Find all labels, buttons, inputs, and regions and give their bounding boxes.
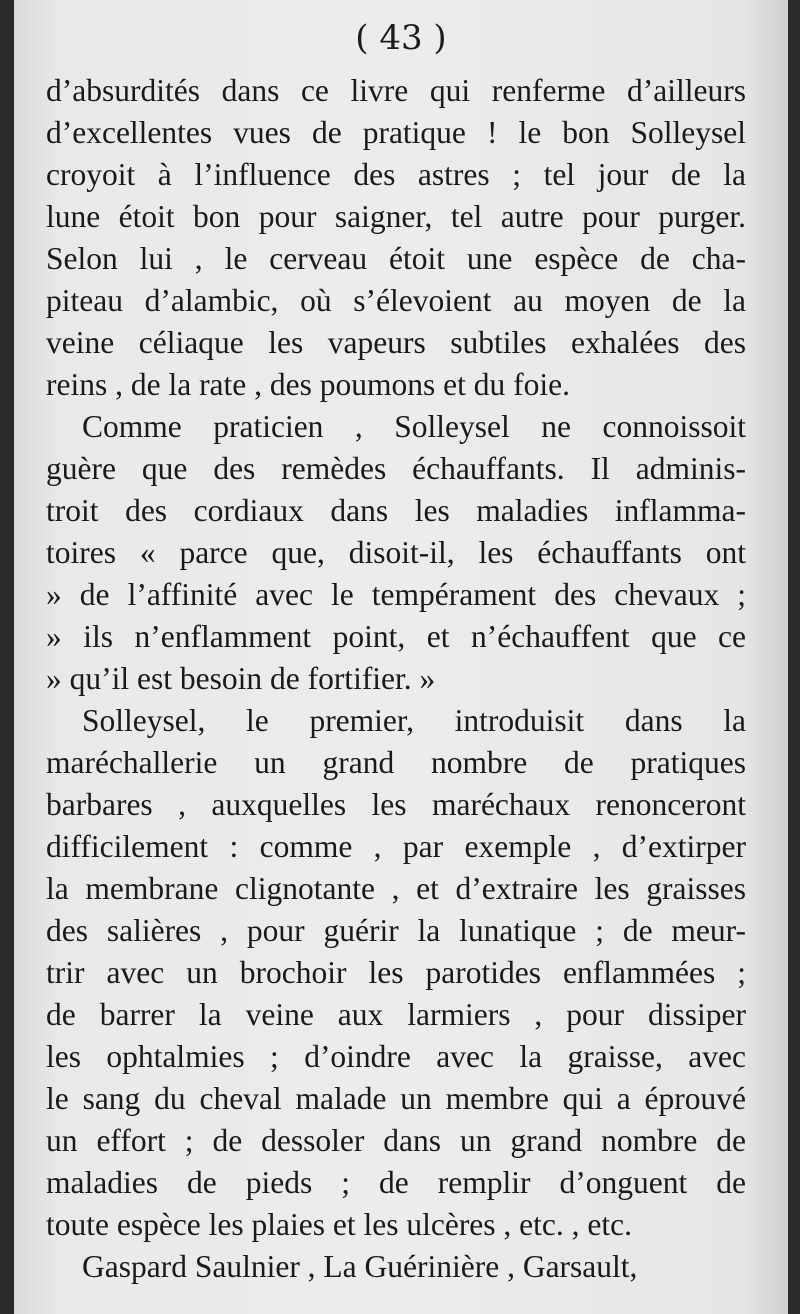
text-line: maréchallerie un grand nombre de pratiques xyxy=(46,745,746,780)
text-line: » de l’affinité avec le tempérament des chevaux ; xyxy=(46,577,746,612)
text-line: lune étoit bon pour saigner, tel autre pour purger. xyxy=(46,199,746,234)
text-line: croyoit à l’influence des astres ; tel jour de la xyxy=(46,157,746,192)
text-line: » ils n’enflamment point, et n’échauffent que ce xyxy=(46,619,746,654)
body-text xyxy=(46,70,746,1288)
text-line: la membrane clignotante , et d’extraire les graisses xyxy=(46,871,746,906)
text-line: » qu’il est besoin de fortifier. » xyxy=(46,661,436,696)
book-page xyxy=(14,0,788,1314)
text-line: toute espèce les plaies et les ulcères , etc. , etc. xyxy=(46,1207,632,1242)
text-line: guère que des remèdes échauffants. Il adminis- xyxy=(46,451,746,486)
text-line: trir avec un brochoir les parotides enflammées ; xyxy=(46,955,746,990)
text-line: toires « parce que, disoit-il, les échauffants ont xyxy=(46,535,746,570)
text-line: barbares , auxquelles les maréchaux renonceront xyxy=(46,787,746,822)
text-line: Selon lui , le cerveau étoit une espèce de cha- xyxy=(46,241,746,276)
text-line: d’absurdités dans ce livre qui renferme d’ailleurs xyxy=(46,73,746,108)
text-line: d’excellentes vues de pratique ! le bon Solleysel xyxy=(46,115,746,150)
text-line: veine céliaque les vapeurs subtiles exhalées des xyxy=(46,325,746,360)
text-line: Solleysel, le premier, introduisit dans la xyxy=(82,703,746,738)
text-line: reins , de la rate , des poumons et du foie. xyxy=(46,367,570,402)
text-line: maladies de pieds ; de remplir d’onguent de xyxy=(46,1165,746,1200)
text-line: un effort ; de dessoler dans un grand nombre de xyxy=(46,1123,746,1158)
text-line: les ophtalmies ; d’oindre avec la graisse, avec xyxy=(46,1039,746,1074)
text-line: Gaspard Saulnier , La Guérinière , Garsault, xyxy=(82,1249,638,1284)
text-line: troit des cordiaux dans les maladies inflamma- xyxy=(46,493,746,528)
text-line: le sang du cheval malade un membre qui a éprouvé xyxy=(46,1081,746,1116)
text-line: piteau d’alambic, où s’élevoient au moyen de la xyxy=(46,283,746,318)
page-number: ( 43 ) xyxy=(355,18,447,58)
text-line: de barrer la veine aux larmiers , pour dissiper xyxy=(46,997,746,1032)
text-line: des salières , pour guérir la lunatique ; de meur- xyxy=(46,913,746,948)
text-line: difficilement : comme , par exemple , d’extirper xyxy=(46,829,746,864)
text-line: Comme praticien , Solleysel ne connoissoit xyxy=(82,409,746,444)
